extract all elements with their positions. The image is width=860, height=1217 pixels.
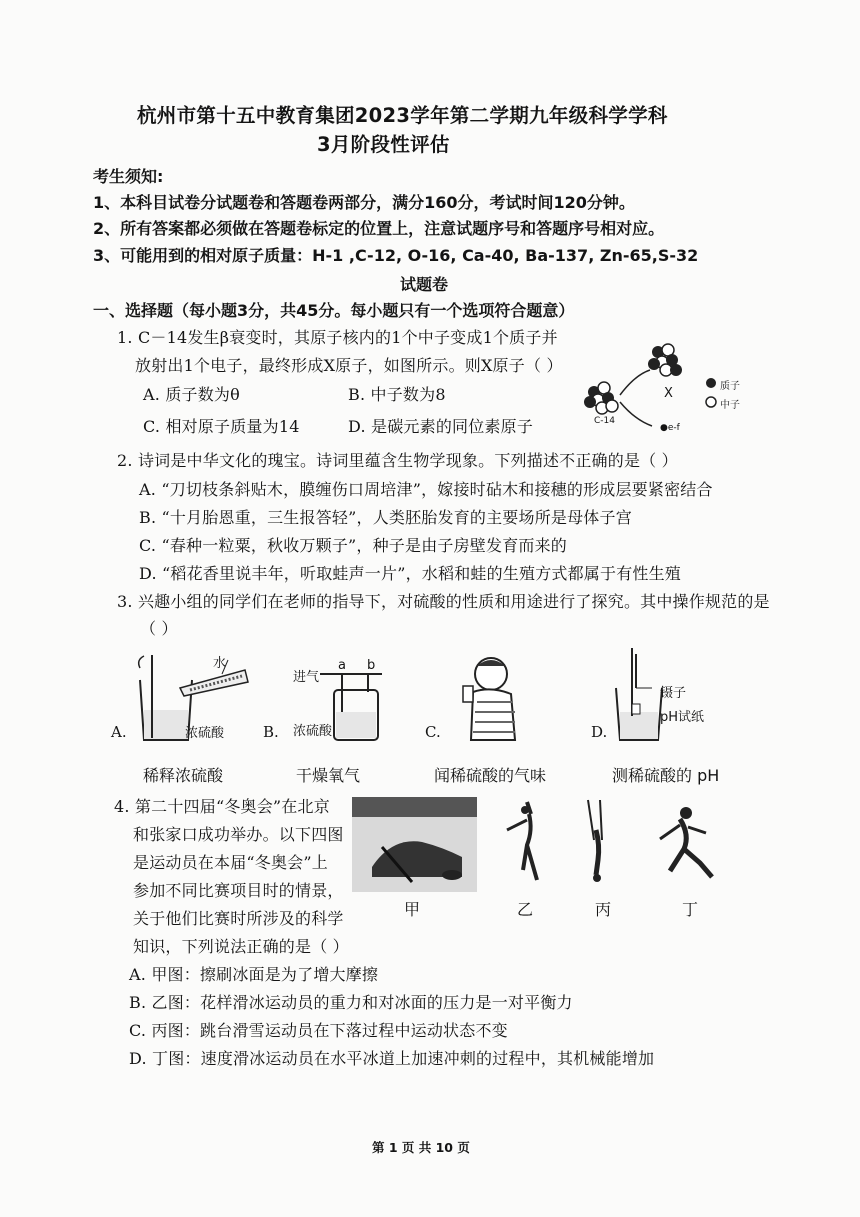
q4-stem-line5: 关于他们比赛时所涉及的科学 — [133, 909, 344, 928]
fig-d-ph-paper-label: pH试纸 — [660, 710, 705, 725]
fig-c-caption: 闻稀硫酸的气味 — [434, 766, 547, 785]
q1-stem-line2: 放射出1个电子，最终形成X原子，如图所示。则X原子（ ） — [135, 356, 563, 375]
fig-c-letter: C. — [425, 723, 441, 741]
fig-a-letter: A. — [111, 723, 127, 741]
neutron-legend-icon — [705, 396, 717, 408]
fig-a-acid-label: 浓硫酸 — [185, 726, 225, 741]
notice-item-2: 2、所有答案都必须做在答题卷标定的位置上，注意试题序号和答题序号相对应。 — [93, 219, 665, 238]
q2-option-a: A. “刀切枝条斜贴木，膜缠伤口周培津”，嫁接时砧木和接穗的形成层要紧密结合 — [139, 480, 713, 499]
q1-option-c: C. 相对原子质量为14 — [143, 417, 300, 436]
fig-a-water-label: 水 — [213, 656, 227, 671]
fig-a-caption: 稀释浓硫酸 — [143, 766, 224, 785]
q4-stem-line6: 知识，下列说法正确的是（ ） — [133, 937, 349, 956]
notice-heading: 考生须知: — [93, 167, 164, 186]
fig-d-letter: D. — [591, 723, 608, 741]
q4-option-c: C. 丙图：跳台滑雪运动员在下落过程中运动状态不变 — [129, 1021, 508, 1040]
section1-heading: 一、选择题（每小题3分，共45分。每小题只有一个选项符合题意） — [93, 301, 575, 320]
q1-option-b: B. 中子数为8 — [348, 385, 446, 404]
q3-figure-c — [455, 652, 525, 742]
photo-ding-speed-skating — [650, 805, 725, 885]
fig-label-bing: 丙 — [595, 900, 612, 919]
q4-stem-line1: 4. 第二十四届“冬奥会”在北京 — [114, 797, 330, 816]
fig-b-a-label: a — [338, 658, 346, 673]
page-footer: 第 1 页 共 10 页 — [372, 1140, 470, 1155]
q4-stem-line4: 参加不同比赛项目时的情景， — [133, 881, 344, 900]
photo-yi-figure-skating — [497, 800, 552, 885]
c14-label: C-14 — [594, 416, 615, 426]
fig-b-acid-label: 浓硫酸 — [293, 724, 333, 739]
exam-title-line2: 3月阶段性评估 — [317, 133, 450, 156]
q3-stem: 3. 兴趣小组的同学们在老师的指导下，对硫酸的性质和用途进行了探究。其中操作规范的是 — [117, 592, 770, 611]
fig-label-ding: 丁 — [682, 900, 699, 919]
q2-option-d: D. “稻花香里说丰年，听取蛙声一片”，水稻和蛙的生殖方式都属于有性生殖 — [139, 564, 681, 583]
fig-d-caption: 测稀硫酸的 pH — [612, 766, 720, 785]
fig-d-tweezers-label: 镊子 — [660, 686, 687, 701]
photo-bing-ski-jumping — [580, 800, 620, 885]
q1-option-d: D. 是碳元素的同位素原子 — [348, 417, 534, 436]
fig-label-jia: 甲 — [404, 900, 421, 919]
fig-label-yi: 乙 — [517, 900, 534, 919]
fig-b-caption: 干燥氧气 — [296, 766, 361, 785]
neutron-legend-label: 中子 — [720, 400, 740, 411]
fig-b-b-label: b — [367, 658, 376, 673]
electron-label: ●e-f — [660, 423, 680, 433]
q4-stem-line2: 和张家口成功举办。以下四图 — [133, 825, 344, 844]
photo-jia-curling — [352, 797, 477, 892]
exam-title-line1: 杭州市第十五中教育集团2023学年第二学期九年级科学学科 — [137, 104, 668, 127]
q2-option-c: C. “春种一粒粟，秋收万颗子”，种子是由子房壁发育而来的 — [139, 536, 568, 555]
q1-option-a: A. 质子数为θ — [143, 385, 240, 404]
q2-stem: 2. 诗词是中华文化的瑰宝。诗词里蕴含生物学现象。下列描述不正确的是（ ） — [117, 451, 678, 470]
paper-label: 试题卷 — [400, 275, 449, 294]
proton-legend-icon — [705, 377, 717, 389]
q4-option-a: A. 甲图：擦刷冰面是为了增大摩擦 — [129, 965, 379, 984]
q4-stem-line3: 是运动员在本届“冬奥会”上 — [133, 853, 328, 872]
notice-item-3: 3、可能用到的相对原子质量：H-1 ,C-12, O-16, Ca-40, Ba-137, Zn-65,S-32 — [93, 246, 699, 265]
fig-b-letter: B. — [263, 723, 279, 741]
q1-stem-line1: 1. C－14发生β衰变时，其原子核内的1个中子变成1个质子并 — [117, 328, 558, 347]
proton-legend-label: 质子 — [720, 381, 740, 392]
x-label: X — [664, 386, 673, 401]
q4-option-b: B. 乙图：花样滑冰运动员的重力和对冰面的压力是一对平衡力 — [129, 993, 573, 1012]
q2-option-b: B. “十月胎恩重，三生报答轻”，人类胚胎发育的主要场所是母体子宫 — [139, 508, 632, 527]
fig-b-inlet-label: 进气 — [293, 670, 320, 685]
q3-blank: （ ） — [140, 619, 178, 638]
notice-item-1: 1、本科目试卷分试题卷和答题卷两部分，满分160分，考试时间120分钟。 — [93, 193, 635, 212]
q4-option-d: D. 丁图：速度滑冰运动员在水平冰道上加速冲刺的过程中，其机械能增加 — [129, 1049, 655, 1068]
